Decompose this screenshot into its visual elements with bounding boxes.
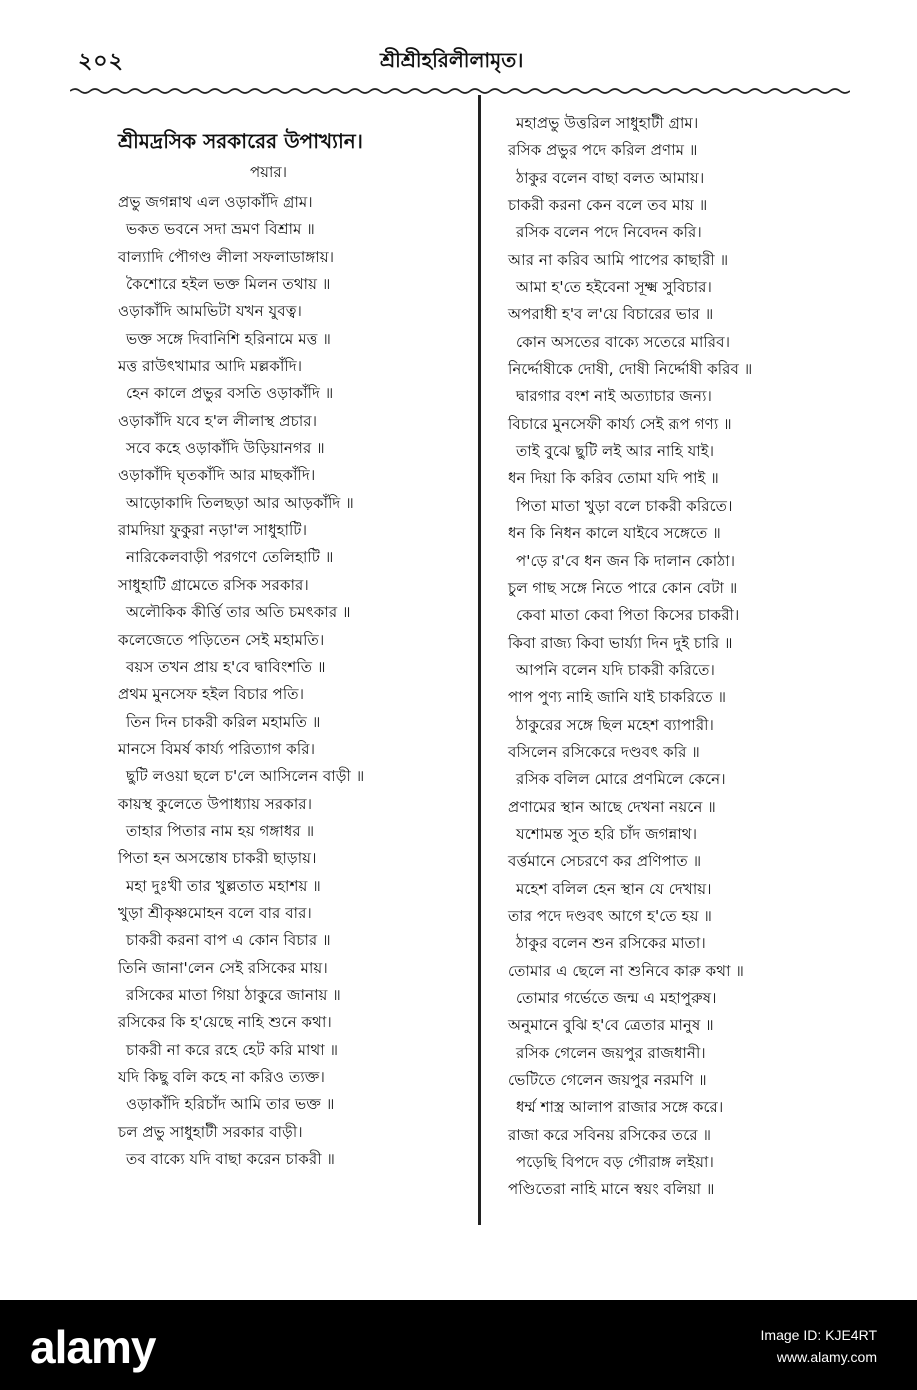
site-url: www.alamy.com xyxy=(776,1349,877,1365)
verse-line: ধন কি নিধন কালে যাইবে সঙ্গেতে ॥ xyxy=(508,524,721,543)
verse-line: পণ্ডিতেরা নাহি মানে স্বয়ং বলিয়া ॥ xyxy=(508,1180,715,1199)
verse-line: অলৌকিক কীর্ত্তি তার অতি চমৎকার ॥ xyxy=(126,603,351,622)
meter-heading: পয়ার। xyxy=(250,163,287,181)
verse-line: ধন দিয়া কি করিব তোমা যদি পাই ॥ xyxy=(508,469,719,488)
verse-line: রসিক গেলেন জয়পুর রাজধানী। xyxy=(516,1043,706,1062)
verse-line: কোন অসতের বাক্যে সতেরে মারিব। xyxy=(516,332,731,351)
verse-line: তাই বুঝে ছুটি লই আর নাহি যাই। xyxy=(516,442,715,461)
section-title: শ্রীমদ্রসিক সরকারের উপাখ্যান। xyxy=(118,129,363,153)
left-column xyxy=(118,105,463,1173)
verse-line: তিনি জানা'লেন সেই রসিকের মায়। xyxy=(118,958,328,977)
verse-line: দ্বারগার বংশ নাই অত্যাচার জন্য। xyxy=(516,387,712,406)
alamy-logo: alamy xyxy=(30,1321,156,1373)
verse-line: কেবা মাতা কেবা পিতা কিসের চাকরী। xyxy=(516,606,740,625)
verse-line: রসিক বলিল মোরে প্রণমিলে কেনে। xyxy=(516,770,726,789)
verse-line: মহা দুঃখী তার খুল্লতাত মহাশয় ॥ xyxy=(126,876,321,895)
verse-line: ভক্ত সঙ্গে দিবানিশি হরিনামে মত্ত ॥ xyxy=(126,329,331,348)
verse-line: হেন কালে প্রভুর বসতি ওড়াকাঁদি ॥ xyxy=(126,384,334,403)
image-id: Image ID: KJE4RT xyxy=(760,1327,877,1343)
verse-line: চাকরী করনা কেন বলে তব মায় ॥ xyxy=(508,196,708,215)
verse-line: পড়েছি বিপদে বড় গৌরাঙ্গ লইয়া। xyxy=(516,1153,714,1172)
verse-line: রাজা করে সবিনয় রসিকের তরে ॥ xyxy=(508,1125,712,1144)
verse-line: চুল গাছ সঙ্গে নিতে পারে কোন বেটা ॥ xyxy=(508,578,738,597)
left-verse-list xyxy=(118,189,463,1173)
verse-line: কৈশোরে হইল ভক্ত মিলন তথায় ॥ xyxy=(126,275,331,294)
verse-line: বর্ত্তমানে সেচরণে কর প্রণিপাত ॥ xyxy=(508,852,702,871)
verse-line: ভেটিতে গেলেন জয়পুর নরমণি ॥ xyxy=(508,1071,707,1090)
verse-line: ছুটি লওয়া ছলে চ'লে আসিলেন বাড়ী ॥ xyxy=(126,767,365,786)
watermark-footer xyxy=(0,1300,917,1390)
verse-line: ওড়াকাঁদি যবে হ'ল লীলাস্থ প্রচার। xyxy=(118,411,318,430)
verse-line: যশোমন্ত সুত হরি চাঁদ জগন্নাথ। xyxy=(516,824,698,843)
verse-line: প্রণামের স্থান আছে দেখনা নয়নে ॥ xyxy=(508,797,716,816)
verse-line: ঠাকুর বলেন বাছা বলত আমায়। xyxy=(516,168,705,187)
verse-line: রসিক প্রভুর পদে করিল প্রণাম ॥ xyxy=(508,141,698,160)
verse-line: তোমার গর্ভেতে জন্ম এ মহাপুরুষ। xyxy=(516,989,717,1007)
verse-line: প্রথম মুনসেফ হইল বিচার পতি। xyxy=(118,685,305,704)
verse-line: তোমার এ ছেলে না শুনিবে কারু কথা ॥ xyxy=(508,961,744,980)
right-verse-list xyxy=(498,110,868,1204)
verse-line: মহেশ বলিল হেন স্থান যে দেখায়। xyxy=(516,879,712,898)
verse-line: পাপ পুণ্য নাহি জানি যাই চাকরিতে ॥ xyxy=(508,688,727,707)
verse-line: মানসে বিমর্ষ কার্য্য পরিত্যাগ করি। xyxy=(118,739,316,758)
verse-line: রসিক বলেন পদে নিবেদন করি। xyxy=(516,223,702,242)
verse-line: বসিলেন রসিকেরে দণ্ডবৎ করি ॥ xyxy=(508,742,700,761)
verse-line: তাহার পিতার নাম হয় গঙ্গাধর ॥ xyxy=(126,821,315,840)
header-rule xyxy=(70,86,850,96)
footer-meta xyxy=(761,1324,877,1368)
verse-line: অনুমানে বুঝি হ'বে ত্রেতার মানুষ ॥ xyxy=(508,1016,714,1035)
verse-line: রসিকের মাতা গিয়া ঠাকুরে জানায় ॥ xyxy=(126,985,341,1004)
verse-line: পিতা হন অসন্তোষ চাকরী ছাড়ায়। xyxy=(118,849,317,868)
verse-line: তিন দিন চাকরী করিল মহামতি ॥ xyxy=(126,712,321,731)
verse-line: প'ড়ে র'বে ধন জন কি দালান কোঠা। xyxy=(516,551,736,570)
verse-line: ঠাকুর বলেন শুন রসিকের মাতা। xyxy=(516,934,706,953)
verse-line: রসিকের কি হ'য়েছে নাহি শুনে কথা। xyxy=(118,1013,332,1032)
verse-line: ধর্ম্ম শাস্ত্র আলাপ রাজার সঙ্গে করে। xyxy=(516,1098,724,1117)
verse-line: রামদিয়া ফুকুরা নড়া'ল সাধুহাটি। xyxy=(118,521,308,540)
verse-line: ভকত ভবনে সদা ভ্রমণ বিশ্রাম ॥ xyxy=(126,220,315,239)
verse-line: বাল্যাদি পৌগণ্ড লীলা সফলাডাঙ্গায়। xyxy=(118,247,335,266)
verse-line: আর না করিব আমি পাপের কাছারী ॥ xyxy=(508,250,729,269)
verse-line: ওড়াকাঁদি হরিচাঁদ আমি তার ভক্ত ॥ xyxy=(126,1095,335,1114)
verse-line: চল প্রভু সাধুহাটী সরকার বাড়ী। xyxy=(118,1122,303,1141)
verse-line: নারিকেলবাড়ী পরগণে তেলিহাটি ॥ xyxy=(126,548,334,567)
verse-line: তার পদে দণ্ডবৎ আগে হ'তে হয় ॥ xyxy=(508,906,712,925)
verse-line: সাধুহাটি গ্রামেতে রসিক সরকার। xyxy=(118,575,309,594)
verse-line: আমা হ'তে হইবেনা সূক্ষ্ম সুবিচার। xyxy=(516,278,712,297)
verse-line: সবে কহে ওড়াকাঁদি উড়িয়ানগর ॥ xyxy=(126,439,325,458)
verse-line: তব বাক্যে যদি বাছা করেন চাকরী ॥ xyxy=(126,1150,336,1169)
verse-line: ওড়াকাঁদি ঘৃতকাঁদি আর মাছকাঁদি। xyxy=(118,466,316,485)
verse-line: আপনি বলেন যদি চাকরী করিতে। xyxy=(516,660,715,679)
verse-line: কায়স্থ কুলেতে উপাধ্যায় সরকার। xyxy=(118,794,313,813)
right-column xyxy=(498,110,868,1204)
verse-line: নির্দ্দোষীকে দোষী, দোষী নির্দ্দোষী করিব ॥ xyxy=(508,360,753,379)
verse-line: ঠাকুরের সঙ্গে ছিল মহেশ ব্যাপারী। xyxy=(516,715,714,734)
verse-line: যদি কিছু বলি কহে না করিও ত্যক্ত। xyxy=(118,1068,325,1086)
verse-line: কলেজেতে পড়িতেন সেই মহামতি। xyxy=(118,630,325,649)
verse-line: ওড়াকাঁদি আমভিটা যখন যুবত্ব। xyxy=(118,302,302,321)
column-divider xyxy=(478,95,481,1225)
verse-line: বিচারে মুনসেফী কার্য্য সেই রূপ গণ্য ॥ xyxy=(508,414,732,433)
page-number: ২০২ xyxy=(78,49,124,74)
verse-line: আড়োকাদি তিলছড়া আর আড়কাঁদি ॥ xyxy=(126,493,354,512)
verse-line: পিতা মাতা খুড়া বলে চাকরী করিতে। xyxy=(516,496,733,515)
verse-line: প্রভু জগন্নাথ এল ওড়াকাঁদি গ্রাম। xyxy=(118,193,313,211)
running-head: শ্রীশ্রীহরিলীলামৃত। xyxy=(380,48,524,72)
verse-line: মত্ত রাউৎখামার আদি মল্লকাঁদি। xyxy=(118,357,303,376)
verse-line: কিবা রাজ্য কিবা ভার্য্যা দিন দুই চারি ॥ xyxy=(508,633,733,652)
verse-line: অপরাধী হ'ব ল'য়ে বিচারের ভার ॥ xyxy=(508,305,714,324)
verse-line: চাকরী না করে রহে হেট করি মাথা ॥ xyxy=(126,1040,339,1059)
verse-line: চাকরী করনা বাপ এ কোন বিচার ॥ xyxy=(126,931,331,950)
verse-line: খুড়া শ্রীকৃষ্ণমোহন বলে বার বার। xyxy=(118,903,312,922)
verse-line: মহাপ্রভু উত্তরিল সাধুহাটী গ্রাম। xyxy=(516,114,699,132)
verse-line: বয়স তখন প্রায় হ'বে দ্বাবিংশতি ॥ xyxy=(126,657,326,676)
